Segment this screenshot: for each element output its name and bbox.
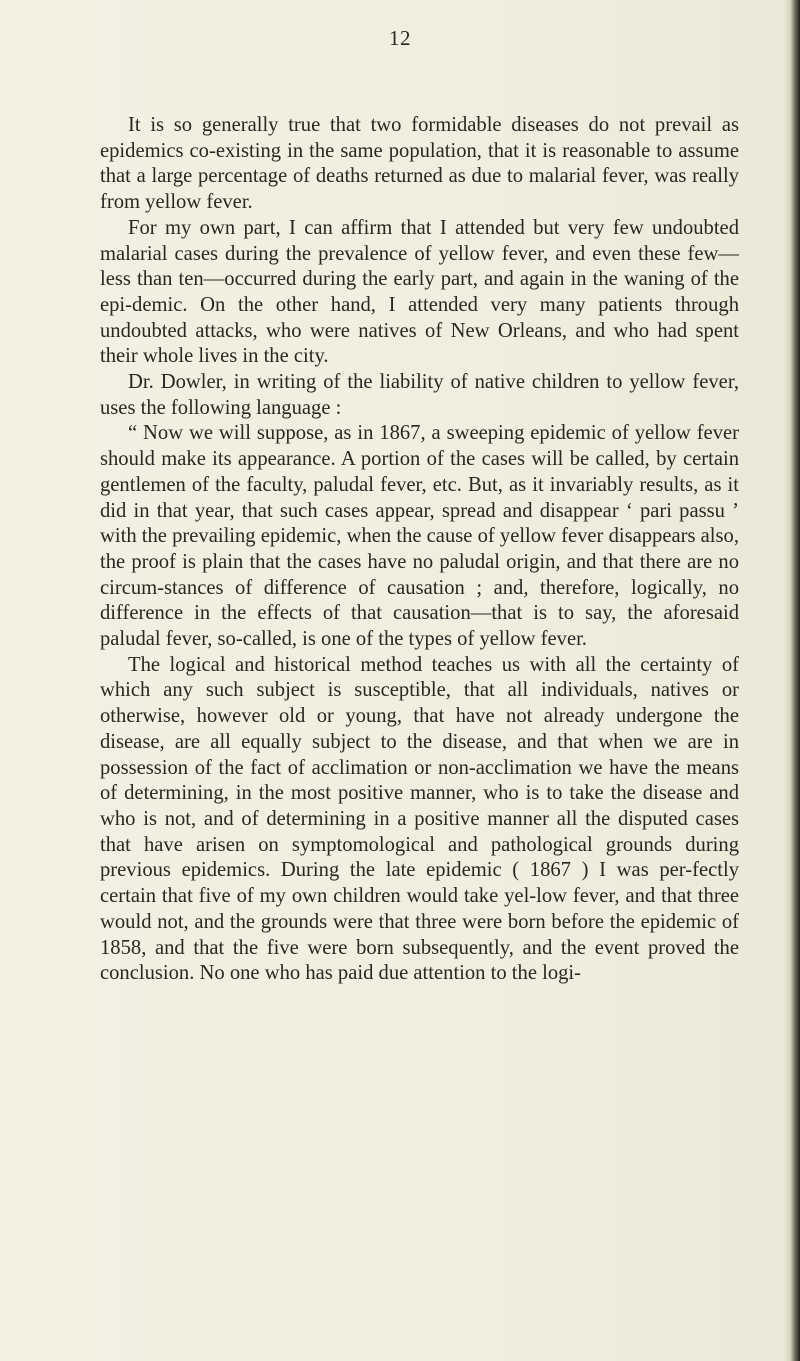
page-number: 12 <box>389 26 411 50</box>
body-text <box>100 113 739 987</box>
paragraph-2: For my own part, I can affirm that I attended but very few undoubted malarial cases during the prevalence of yellow fever, and even these few—less than ten—occurred during the early part, and again in the waning of the epi-demic. On the other hand, I attended very many patients through undoubted attacks, who were natives of New Orleans, and who had spent their whole lives in the city. <box>100 216 739 368</box>
paragraph-5: The logical and historical method teaches us with all the certainty of which any such subject is susceptible, that all individuals, natives or otherwise, however old or young, that have not already undergone the disease, are all equally subject to the disease, and that when we are in possession of the fact of acclimation or non-acclimation we have the means of determining, in the most positive manner, who is to take the disease and who is not, and of determining in a positive manner all the disputed cases that have arisen on symptomological and pathological grounds during previous epidemics. During the late epidemic ( 1867 ) I was per-fectly certain that five of my own children would take yel-low fever, and that three would not, and the grounds were that three were born before the epidemic of 1858, and that the five were born subsequently, and the event proved the conclusion. No one who has paid due attention to the logi- <box>100 653 739 985</box>
paragraph-3: Dr. Dowler, in writing of the liability of native children to yellow fever, uses the following language : <box>100 371 739 419</box>
paragraph-quote: “ Now we will suppose, as in 1867, a sweeping epidemic of yellow fever should make its appearance. A portion of the cases will be called, by certain gentlemen of the faculty, paludal fever, etc. But, as it invariably results, as it did in that year, that such cases appear, spread and disappear ‘ pari passu ’ with the prevailing epidemic, when the cause of yellow fever disappears also, the proof is plain that the cases have no paludal origin, and that there are no circum-stances of difference of causation ; and, therefore, logically, no difference in the effects of that causation—that is to say, the aforesaid paludal fever, so-called, is one of the types of yellow fever. <box>100 422 739 651</box>
page-edge-shadow <box>784 0 800 1361</box>
paragraph-1: It is so generally true that two formidable diseases do not prevail as epidemics co-existing in the same population, that it is reasonable to assume that a large percentage of deaths returned as due to malarial fever, was really from yellow fever. <box>100 114 739 214</box>
